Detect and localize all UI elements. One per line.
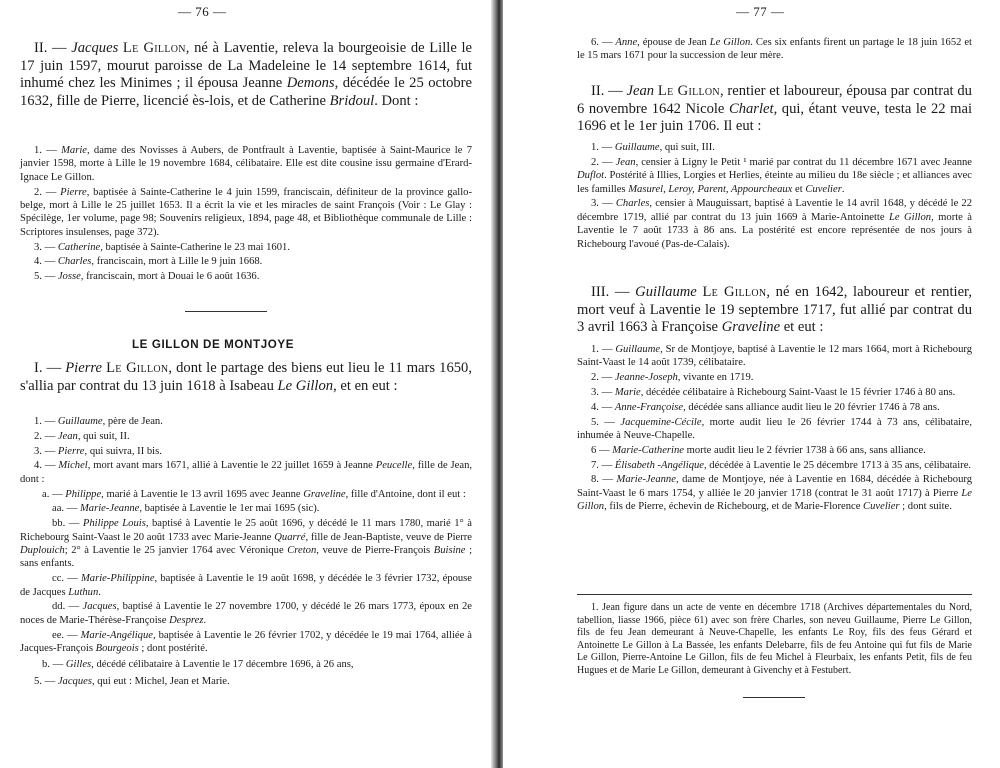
list-item: 5. — Jacquemine-Cécile, morte audit lieu le 26 février 1744 à 73 ans, célibataire, inhumée à Neuve-Chapelle. bbox=[577, 416, 972, 441]
section-ii-jacques: II. — Jacques Le Gillon, né à Laventie, releva la bourgeoisie de Lille le 17 juin 1597, mourut paroisse de La Madeleine le 14 septembre 1614, fut inhumé chez les Minimes ; il épousa Jeanne Demons, décédée le 25 octobre 1632, fille de Pierre, licencié ès-lois, et de Catherine Bridoul. Dont : bbox=[20, 40, 473, 109]
left-page bbox=[0, 0, 497, 768]
right-page bbox=[503, 0, 1000, 768]
end-rule bbox=[743, 697, 805, 698]
list-item: b. — Gilles, décédé célibataire à Laventie le 17 décembre 1696, à 26 ans, bbox=[42, 659, 354, 671]
list-item: ee. — Marie-Angélique, baptisée à Laventie le 26 février 1702, y décédée le 19 mai 1764, alliée à Jacques-François Bourgeois ; dont postérité. bbox=[20, 629, 472, 655]
section-divider bbox=[185, 311, 267, 312]
list-item: bb. — Philippe Louis, baptisé à Laventie le 25 août 1696, y décédé le 11 mars 1780, marié 1° à Richebourg Saint-Vaast le 20 août 1733 avec Marie-Jeanne Quarré, fille de Jean-Baptiste, veuve de Pierre Duplouich; 2° à Laventie le 25 janvier 1764 avec Véronique Creton, veuve de Pierre-François Buisine ; sans enfants. bbox=[20, 518, 473, 570]
list-item: 1. — Guillaume, Sr de Montjoye, baptisé à Laventie le 12 mars 1664, mort à Richebourg Saint-Vaast le 14 août 1739, célibataire. bbox=[577, 344, 973, 369]
children-list-iii bbox=[577, 343, 972, 515]
footnote: 1. Jean figure dans un acte de vente en décembre 1718 (Archives départementales du Nord, tabellion, liasse 1966, pièce 61) avec son frère Charles, son neveu Guillaume, Pierre Le Gillon, fils de feu Jean demeurant à Neuve-Chapelle, les enfants Le Roy, fils des feus Gérard et Antoinette Le Gillon à La Bassée, les enfants Delebarre, fils de feu Antoine qui fut fils de Marie Le Gillon, Pierre-Antoine Le Gillon, fils de feu Michel à Fleurbaix, les enfants Petit, fils de feu Hugues et de Marie Le Gillon, demeurant à Givenchy et à Festubert. bbox=[577, 602, 972, 676]
list-item: cc. — Marie-Philippine, baptisée à Laventie le 19 août 1698, y décédée le 3 février 1732, épouse de Jacques Luthun. bbox=[20, 573, 473, 598]
page-number-right: — 77 — bbox=[736, 4, 785, 19]
list-item: 3. — Marie, décédée célibataire à Richebourg Saint-Vaast le 15 février 1746 à 80 ans. bbox=[591, 387, 956, 398]
children-list-ii-right bbox=[577, 141, 972, 252]
children-list-i bbox=[20, 415, 472, 690]
list-item: 4. — Anne-Françoise, décédée sans alliance audit lieu le 20 février 1746 à 78 ans. bbox=[591, 401, 940, 413]
list-item: 2. — Jeanne-Joseph, vivante en 1719. bbox=[591, 372, 754, 384]
section-iii-guillaume: III. — Guillaume Le Gillon, né en 1642, laboureur et rentier, mort veuf à Laventie le 19 septembre 1717, fut allié par contrat du 3 avril 1663 à Françoise Graveline et eut : bbox=[577, 284, 972, 336]
list-item: 1. — Guillaume, père de Jean. bbox=[34, 416, 163, 427]
list-item: 1. — Guillaume, qui suit, III. bbox=[591, 142, 715, 153]
child-6-anne: 6. — Anne, épouse de Jean Le Gillon. Ces six enfants firent un partage le 18 juin 1652 et le 15 mars 1671 pour la succession de leur mère. bbox=[577, 37, 973, 62]
children-list-ii bbox=[20, 144, 472, 285]
list-item: a. — Philippe, marié à Laventie le 13 avril 1695 avec Jeanne Graveline, fille d'Antoine, dont il eut : bbox=[42, 488, 466, 500]
list-item: 3. — Catherine, baptisée à Sainte-Catherine le 23 mai 1601. bbox=[34, 241, 290, 253]
page-number-left: — 76 — bbox=[178, 4, 227, 19]
heading-montjoye: LE GILLON DE MONTJOYE bbox=[132, 338, 295, 351]
list-item: 5. — Josse, franciscain, mort à Douai le 6 août 1636. bbox=[34, 271, 260, 283]
list-item: 3. — Charles, censier à Mauguissart, baptisé à Laventie le 14 avril 1648, y décédé le 22 décembre 1719, allié par contrat du 13 juin 1669 à Marie-Antoinette Le Gillon, morte à Laventie le 7 août 1733 à 86 ans. La postérité est encore représentée de nos jours à Richebourg l'avoué (Pas-de-Calais). bbox=[577, 198, 973, 250]
section-i-pierre: I. — Pierre Le Gillon, dont le partage des biens eut lieu le 11 mars 1650, s'allia par contrat du 13 juin 1618 à Isabeau Le Gillon, et en eut : bbox=[20, 360, 472, 394]
list-item: 3. — Pierre, qui suivra, II bis. bbox=[34, 445, 162, 457]
list-item: 8. — Marie-Jeanne, dame de Montjoye, née à Laventie en 1684, décédée à Richebourg Saint-Vaast le 6 mars 1754, y alliée le 20 janvier 1718 (contrat le 31 août 1717) à Pierre Le Gillon, fils de Pierre, échevin de Richebourg, et de Marie-Florence Cuvelier ; dont suite. bbox=[577, 474, 972, 513]
list-item: 4. — Michel, mort avant mars 1671, allié à Laventie le 22 juillet 1659 à Jeanne Peucelle, fille de Jean, dont : bbox=[20, 460, 473, 485]
list-item: 1. — Marie, dame des Novisses à Aubers, de Pontfrault à Laventie, baptisée à Saint-Maurice le 7 janvier 1598, morte à Lille le 19 novembre 1684, célibataire. Elle est dite cousine issu germaine d'Erard-Ignace Le Gillon. bbox=[20, 145, 472, 183]
list-item: 2. — Jean, censier à Ligny le Petit ¹ marié par contrat du 11 décembre 1671 avec Jeanne Duflot. Postérité à Illies, Lorgies et Herlies, éteinte au milieu du 18e siècle ; et alliances avec les familles Masurel, Leroy, Parent, Appourcheaux et Cuvelier. bbox=[577, 156, 972, 195]
list-item: 2. — Pierre, baptisée à Sainte-Catherine le 4 juin 1599, franciscain, définiteur de la province gallo-belge, mort à Lille le 25 juillet 1653. Il a écrit la vie et les miracles de saint François (Voir : Le Glay : Spécilège, 1er volume, page 98; Souvenirs religieux, 1894, page 48, et Bibliothèque communale de Lille : Scriptores insulenses, page 372). bbox=[20, 186, 472, 238]
list-item: 4. — Charles, franciscain, mort à Lille le 9 juin 1668. bbox=[34, 256, 263, 268]
footnote-rule bbox=[577, 594, 972, 595]
list-item: dd. — Jacques, baptisé à Laventie le 27 novembre 1700, y décédé le 26 mars 1773, époux en 2e noces de Marie-Thérèse-Françoise Desprez. bbox=[20, 601, 473, 626]
section-ii-jean: II. — Jean Le Gillon, rentier et laboureur, épousa par contrat du 6 novembre 1642 Nicole Charlet, qui, étant veuve, testa le 22 mai 1696 et le 1er juin 1706. Il eut : bbox=[577, 83, 972, 135]
list-item: 5. — Jacques, qui eut : Michel, Jean et Marie. bbox=[34, 675, 230, 687]
list-item: 2. — Jean, qui suit, II. bbox=[34, 430, 130, 442]
list-item: aa. — Marie-Jeanne, baptisée à Laventie le 1er mai 1695 (sic). bbox=[52, 503, 320, 515]
list-item: 7. — Élisabeth -Angélique, décédée à Laventie le 25 décembre 1713 à 35 ans, célibataire. bbox=[591, 459, 972, 471]
list-item: 6 — Marie-Catherine morte audit lieu le 2 février 1738 à 66 ans, sans alliance. bbox=[591, 444, 926, 456]
